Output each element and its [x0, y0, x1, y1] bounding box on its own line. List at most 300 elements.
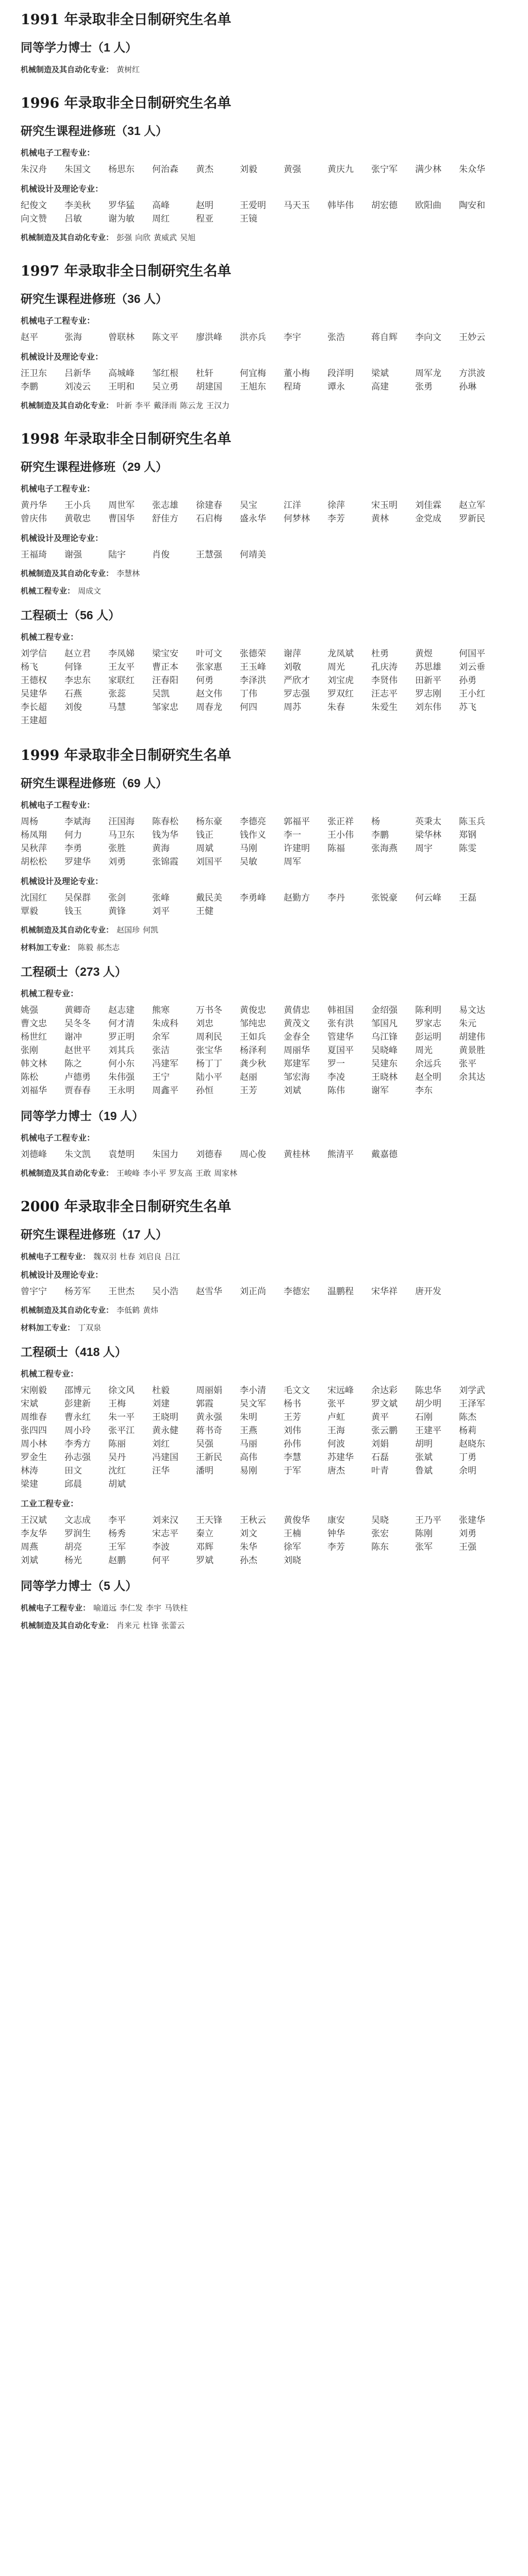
student-name: 周心俊: [240, 1149, 266, 1160]
student-name: 陈之: [64, 1059, 82, 1069]
student-name: 周斌: [196, 843, 213, 854]
student-name: 张勇: [415, 382, 433, 392]
student-name: 张军: [415, 1542, 433, 1552]
student-name: 朱成科: [152, 1019, 178, 1029]
student-name: 黄庆九: [327, 164, 354, 175]
student-name: 唐杰: [327, 1466, 345, 1476]
student-name: 王晓林: [371, 1072, 398, 1082]
student-name: 李宇: [284, 332, 301, 343]
student-name: 黄海: [152, 843, 170, 854]
major-label: 机械电子工程专业：: [21, 800, 95, 810]
student-name: 邹家忠: [152, 702, 178, 713]
student-name: 陈文平: [152, 332, 178, 343]
student-name: 朱伟强: [108, 1072, 135, 1082]
student-name: 黄卿奇: [64, 1005, 91, 1015]
student-name: 李勇峰: [240, 893, 266, 903]
student-name: 王晓明: [152, 1412, 178, 1422]
student-name: 宋玉明: [371, 500, 398, 511]
student-name: 刘学武: [459, 1385, 485, 1396]
student-name: 周军: [284, 857, 301, 867]
student-name: 马丽: [240, 1439, 257, 1449]
section-title: 研究生课程进修班（29 人）: [21, 460, 168, 473]
student-name: 朱众华: [459, 164, 485, 175]
student-name: 吴小浩: [152, 1286, 178, 1297]
student-name: 姚强: [21, 1005, 38, 1015]
student-name: 何宜梅: [240, 368, 266, 379]
name-list: [21, 1285, 507, 1298]
section-title: 研究生课程进修班（17 人）: [21, 1228, 168, 1241]
student-name: 陆小平: [196, 1072, 222, 1082]
student-name: 管建华: [327, 1032, 354, 1042]
student-name: 余军: [152, 1032, 170, 1042]
student-name: 满少林: [415, 164, 441, 175]
student-name: 李平: [108, 1515, 126, 1526]
student-name: 王汉力: [206, 401, 230, 410]
student-name: 朱爱生: [371, 702, 398, 713]
student-name: 谢强: [64, 550, 82, 560]
student-name: 罗双红: [327, 689, 354, 699]
student-name: 李德宏: [284, 1286, 310, 1297]
student-name: 陈云龙: [180, 401, 204, 410]
student-name: 刘国平: [196, 857, 222, 867]
major-line: [21, 1322, 507, 1333]
student-name: 周世军: [108, 500, 135, 511]
student-name: 王梅: [108, 1399, 126, 1409]
student-name: 杨东豪: [196, 817, 222, 827]
student-name: 朱汉舟: [21, 164, 47, 175]
student-name: 林涛: [21, 1466, 38, 1476]
student-name: 英秉太: [415, 817, 441, 827]
student-name: 龙凤斌: [327, 649, 354, 659]
student-name: 张刚: [21, 1045, 38, 1056]
student-name: 肖来元: [117, 1621, 140, 1630]
student-name: 马慧: [108, 702, 126, 713]
student-name: 李泽洪: [240, 675, 266, 686]
student-name: 何四: [240, 702, 257, 713]
student-name: 石启梅: [196, 514, 222, 524]
student-name: 余明: [459, 1466, 476, 1476]
student-name: 钱为华: [152, 830, 178, 840]
student-name: 刘俊: [64, 702, 82, 713]
student-name: 汪华: [152, 1466, 170, 1476]
student-name: 王楠: [284, 1529, 301, 1539]
student-name: 徐文风: [108, 1385, 135, 1396]
student-name: 李芳: [327, 514, 345, 524]
student-name: 刘来汉: [152, 1515, 178, 1526]
student-name: 孔庆涛: [371, 662, 398, 672]
student-name: 肖俊: [152, 550, 170, 560]
student-name: 徐萍: [327, 500, 345, 511]
student-name: 叶青: [371, 1466, 389, 1476]
student-name: 王爱明: [240, 200, 266, 211]
year-block: [21, 747, 507, 1179]
student-name: 许建明: [284, 843, 310, 854]
student-name: 张宏: [371, 1529, 389, 1539]
student-name: 罗金生: [21, 1452, 47, 1463]
student-name: 夏国平: [327, 1045, 354, 1056]
student-name: 张平江: [108, 1426, 135, 1436]
student-name: 钱作义: [240, 830, 266, 840]
major-line: [21, 400, 507, 411]
student-name: 杨思东: [108, 164, 135, 175]
student-name: 曹永红: [64, 1412, 91, 1422]
student-name: 朱国力: [152, 1149, 178, 1160]
student-name: 文志成: [64, 1515, 91, 1526]
student-name: 蒋自辉: [371, 332, 398, 343]
student-name: 何锋: [64, 662, 82, 672]
student-name: 张平: [327, 1399, 345, 1409]
student-name: 杨泽利: [240, 1045, 266, 1056]
student-name: 周维春: [21, 1412, 47, 1422]
student-name: 汪卫东: [21, 368, 47, 379]
student-name: 金春全: [284, 1032, 310, 1042]
student-name: 赵文伟: [196, 689, 222, 699]
student-name: 宋斌: [21, 1399, 38, 1409]
student-name: 张峰: [152, 893, 170, 903]
student-name: 王秋云: [240, 1515, 266, 1526]
student-name: 彭建新: [64, 1399, 91, 1409]
student-name: 周小玲: [64, 1426, 91, 1436]
student-name: 舒佳方: [152, 514, 178, 524]
student-name: 周军龙: [415, 368, 441, 379]
student-name: 赵鹏: [108, 1555, 126, 1566]
student-name: 张建华: [459, 1515, 485, 1526]
student-name: 彭强: [117, 233, 133, 242]
student-name: 方洪波: [459, 368, 485, 379]
year-title: 1999 年录取非全日制研究生名单: [21, 748, 232, 764]
student-name: 陈丽: [108, 1439, 126, 1449]
student-name: 孙勇: [459, 675, 476, 686]
student-name: 吕敏: [64, 214, 82, 224]
major-label: 机械电子工程专业：: [21, 484, 95, 494]
student-name: 张家惠: [196, 662, 222, 672]
student-name: 曹文忠: [21, 1019, 47, 1029]
student-name: 李鹏: [371, 830, 389, 840]
student-name: 曾联林: [108, 332, 135, 343]
student-name: 刘娟: [371, 1439, 389, 1449]
major-line: [21, 232, 507, 243]
student-name: 宋刚毅: [21, 1385, 47, 1396]
student-name: 马刚: [240, 843, 257, 854]
major-label: 机械电子工程专业：: [21, 1603, 91, 1613]
student-name: 金党成: [415, 514, 441, 524]
student-name: 罗斌: [196, 1555, 213, 1566]
student-name: 李丹: [327, 893, 345, 903]
student-name: 赵丽: [240, 1072, 257, 1082]
student-name: 邹纯忠: [240, 1019, 266, 1029]
student-name: 周成文: [78, 586, 102, 596]
student-name: 李波: [152, 1542, 170, 1552]
year-block: [21, 263, 507, 411]
student-name: 张海: [64, 332, 82, 343]
student-name: 冯建国: [152, 1452, 178, 1463]
student-name: 李友华: [21, 1529, 47, 1539]
major-label: 机械制造及其自动化专业：: [21, 1168, 114, 1178]
student-name: 戴嘉德: [371, 1149, 398, 1160]
student-name: 王小兵: [64, 500, 91, 511]
student-name: 李凤娣: [108, 649, 135, 659]
student-name: 李鹏: [21, 382, 38, 392]
section-title: 研究生课程进修班（31 人）: [21, 124, 168, 138]
student-name: 周光: [327, 662, 345, 672]
student-name: 吴丹: [108, 1452, 126, 1463]
student-name: 石刚: [415, 1412, 433, 1422]
student-name: 刘德春: [196, 1149, 222, 1160]
section-title: 工程硕士（418 人）: [21, 1345, 127, 1359]
name-list: [21, 1004, 507, 1097]
student-name: 赵明: [196, 200, 213, 211]
student-name: 杨丁丁: [196, 1059, 222, 1069]
student-name: 李仁发: [120, 1603, 143, 1613]
student-name: 张志雄: [152, 500, 178, 511]
student-name: 苏飞: [459, 702, 476, 713]
student-name: 周家林: [214, 1168, 238, 1178]
student-name: 罗志强: [284, 689, 310, 699]
student-name: 黄强: [284, 164, 301, 175]
student-name: 余其达: [459, 1072, 485, 1082]
student-name: 陆宇: [108, 550, 126, 560]
student-name: 丁勇: [459, 1452, 476, 1463]
student-name: 罗一: [327, 1059, 345, 1069]
student-name: 杨: [371, 817, 380, 827]
student-name: 高城峰: [108, 368, 135, 379]
student-name: 朱春: [327, 702, 345, 713]
student-name: 吴宝: [240, 500, 257, 511]
student-name: 邹红根: [152, 368, 178, 379]
student-name: 李贤伟: [371, 675, 398, 686]
student-name: 周小林: [21, 1439, 47, 1449]
year-title: 1998 年录取非全日制研究生名单: [21, 431, 232, 447]
student-name: 罗友高: [169, 1168, 193, 1178]
student-name: 周丽华: [284, 1045, 310, 1056]
student-name: 叶新: [117, 401, 133, 410]
student-name: 张德荣: [240, 649, 266, 659]
student-name: 张锦霞: [152, 857, 178, 867]
student-name: 刘建: [152, 1399, 170, 1409]
student-name: 张蕊: [108, 689, 126, 699]
student-name: 张云鹏: [371, 1426, 398, 1436]
student-name: 万书冬: [196, 1005, 222, 1015]
student-name: 陈利明: [415, 1005, 441, 1015]
student-name: 陈春松: [152, 817, 178, 827]
student-name: 康安: [327, 1515, 345, 1526]
student-name: 王海: [327, 1426, 345, 1436]
student-name: 刘正尚: [240, 1286, 266, 1297]
student-name: 李慧: [284, 1452, 301, 1463]
student-name: 谢为敏: [108, 214, 135, 224]
student-name: 黄永强: [196, 1412, 222, 1422]
student-name: 刘学信: [21, 649, 47, 659]
student-name: 吕新华: [64, 368, 91, 379]
student-name: 王芳: [284, 1412, 301, 1422]
student-name: 朱文凯: [64, 1149, 91, 1160]
student-name: 张海燕: [371, 843, 398, 854]
student-name: 李勇: [64, 843, 82, 854]
major-label: 机械制造及其自动化专业：: [21, 569, 114, 578]
student-name: 黄锋: [108, 906, 126, 917]
major-line: [21, 942, 507, 953]
year-block: [21, 1198, 507, 1631]
student-name: 罗家志: [415, 1019, 441, 1029]
student-name: 周杨: [21, 817, 38, 827]
student-name: 王敢: [195, 1168, 211, 1178]
student-name: 马卫东: [108, 830, 135, 840]
student-name: 邵博元: [64, 1385, 91, 1396]
student-name: 赵雪华: [196, 1286, 222, 1297]
student-name: 周丽娟: [196, 1385, 222, 1396]
student-name: 王镜: [240, 214, 257, 224]
student-name: 张剑: [108, 893, 126, 903]
major-label: 机械工程专业：: [21, 586, 75, 596]
student-name: 覃毅: [21, 906, 38, 917]
student-name: 马天玉: [284, 200, 310, 211]
major-label: 机械制造及其自动化专业：: [21, 1621, 114, 1630]
student-name: 陶安和: [459, 200, 485, 211]
student-name: 杜毅: [152, 1385, 170, 1396]
student-name: 何小东: [108, 1059, 135, 1069]
student-name: 欧阳曲: [415, 200, 441, 211]
student-name: 王天锋: [196, 1515, 222, 1526]
student-name: 赵国珍: [117, 925, 140, 935]
student-name: 周宇: [415, 843, 433, 854]
student-name: 郭霞: [196, 1399, 213, 1409]
student-name: 黄树红: [117, 65, 140, 74]
student-name: 钱正: [196, 830, 213, 840]
student-name: 赵世平: [64, 1045, 91, 1056]
student-name: 宋远峰: [327, 1385, 354, 1396]
student-name: 金绍强: [371, 1005, 398, 1015]
student-name: 王德权: [21, 675, 47, 686]
student-name: 李德亮: [240, 817, 266, 827]
student-name: 胡少明: [415, 1399, 441, 1409]
student-name: 王妙云: [459, 332, 485, 343]
student-name: 王明和: [108, 382, 135, 392]
student-name: 梁华林: [415, 830, 441, 840]
student-name: 杜锋: [143, 1621, 159, 1630]
student-name: 吴旭: [180, 233, 196, 242]
major-label: 材料加工专业：: [21, 1323, 75, 1332]
major-label: 机械制造及其自动化专业：: [21, 401, 114, 410]
student-name: 周苏: [284, 702, 301, 713]
student-name: 何力: [64, 830, 82, 840]
student-name: 刘伟: [284, 1426, 301, 1436]
student-name: 赵勤方: [284, 893, 310, 903]
student-name: 黄杰: [196, 164, 213, 175]
student-name: 邱晨: [64, 1479, 82, 1489]
student-name: 刘其兵: [108, 1045, 135, 1056]
student-name: 彭运明: [415, 1032, 441, 1042]
student-name: 王军: [108, 1542, 126, 1552]
major-label: 机械电子工程专业：: [21, 148, 95, 158]
section-title: 工程硕士（273 人）: [21, 965, 127, 978]
student-name: 于军: [284, 1466, 301, 1476]
student-name: 易文达: [459, 1005, 485, 1015]
student-name: 李秀方: [64, 1439, 91, 1449]
student-name: 谢萍: [284, 649, 301, 659]
student-name: 王世杰: [108, 1286, 135, 1297]
student-name: 叶可文: [196, 649, 222, 659]
student-name: 黄永健: [152, 1426, 178, 1436]
student-name: 程亚: [196, 214, 213, 224]
student-name: 张浩: [327, 332, 345, 343]
major-label: 机械设计及理论专业：: [21, 184, 104, 194]
section-title: 研究生课程进修班（36 人）: [21, 292, 168, 306]
student-name: 孙杰: [240, 1555, 257, 1566]
student-name: 黄丹华: [21, 500, 47, 511]
student-name: 汪国海: [108, 817, 135, 827]
student-name: 胡亮: [64, 1542, 82, 1552]
student-name: 王芳: [240, 1086, 257, 1096]
student-name: 赵全明: [415, 1072, 441, 1082]
student-name: 卢虹: [327, 1412, 345, 1422]
student-name: 郝杰志: [96, 943, 120, 952]
student-name: 杨莉: [459, 1426, 476, 1436]
student-name: 吴建东: [371, 1059, 398, 1069]
student-name: 冯建军: [152, 1059, 178, 1069]
student-name: 戴民美: [196, 893, 222, 903]
student-name: 王汉斌: [21, 1515, 47, 1526]
student-name: 杜轩: [196, 368, 213, 379]
student-name: 罗志刚: [415, 689, 441, 699]
major-label: 机械工程专业：: [21, 989, 79, 998]
student-name: 王如兵: [240, 1032, 266, 1042]
student-name: 鲁斌: [415, 1466, 433, 1476]
student-name: 胡斌: [108, 1479, 126, 1489]
student-name: 戴泽雨: [154, 401, 177, 410]
major-line: [21, 1167, 507, 1179]
student-name: 丁伟: [240, 689, 257, 699]
student-name: 何靖美: [240, 550, 266, 560]
student-name: 沈国红: [21, 893, 47, 903]
student-name: 吕江: [164, 1252, 180, 1261]
student-name: 石燕: [64, 689, 82, 699]
student-name: 何云峰: [415, 893, 441, 903]
student-name: 刘东伟: [415, 702, 441, 713]
student-name: 吴强: [196, 1439, 213, 1449]
student-name: 李斌海: [64, 817, 91, 827]
student-name: 李慧林: [117, 569, 140, 578]
student-name: 宋华祥: [371, 1286, 398, 1297]
student-name: 王玉峰: [240, 662, 266, 672]
student-name: 张蕾云: [161, 1621, 185, 1630]
student-name: 赵平: [21, 332, 38, 343]
student-name: 王建平: [415, 1426, 441, 1436]
student-name: 钱玉: [64, 906, 82, 917]
student-name: 谭永: [327, 382, 345, 392]
section-title: 工程硕士（56 人）: [21, 608, 120, 622]
student-name: 吴冬冬: [64, 1019, 91, 1029]
student-name: 罗文斌: [371, 1399, 398, 1409]
student-name: 刘凌云: [64, 382, 91, 392]
student-name: 黄平: [371, 1412, 389, 1422]
name-list: [21, 367, 507, 394]
major-label: 机械电子工程专业：: [21, 1133, 95, 1143]
student-name: 苏思雄: [415, 662, 441, 672]
year-title: 1991 年录取非全日制研究生名单: [21, 12, 232, 28]
student-name: 家联红: [108, 675, 135, 686]
student-name: 毛文文: [284, 1385, 310, 1396]
major-line: [21, 1251, 507, 1262]
student-name: 高建: [371, 382, 389, 392]
student-name: 乌江锋: [371, 1032, 398, 1042]
student-name: 王友平: [108, 662, 135, 672]
student-name: 胡明: [415, 1439, 433, 1449]
student-name: 胡宏德: [371, 200, 398, 211]
student-name: 李平: [135, 401, 151, 410]
student-name: 龚少秋: [240, 1059, 266, 1069]
student-name: 汪志平: [371, 689, 398, 699]
student-name: 胡松松: [21, 857, 47, 867]
